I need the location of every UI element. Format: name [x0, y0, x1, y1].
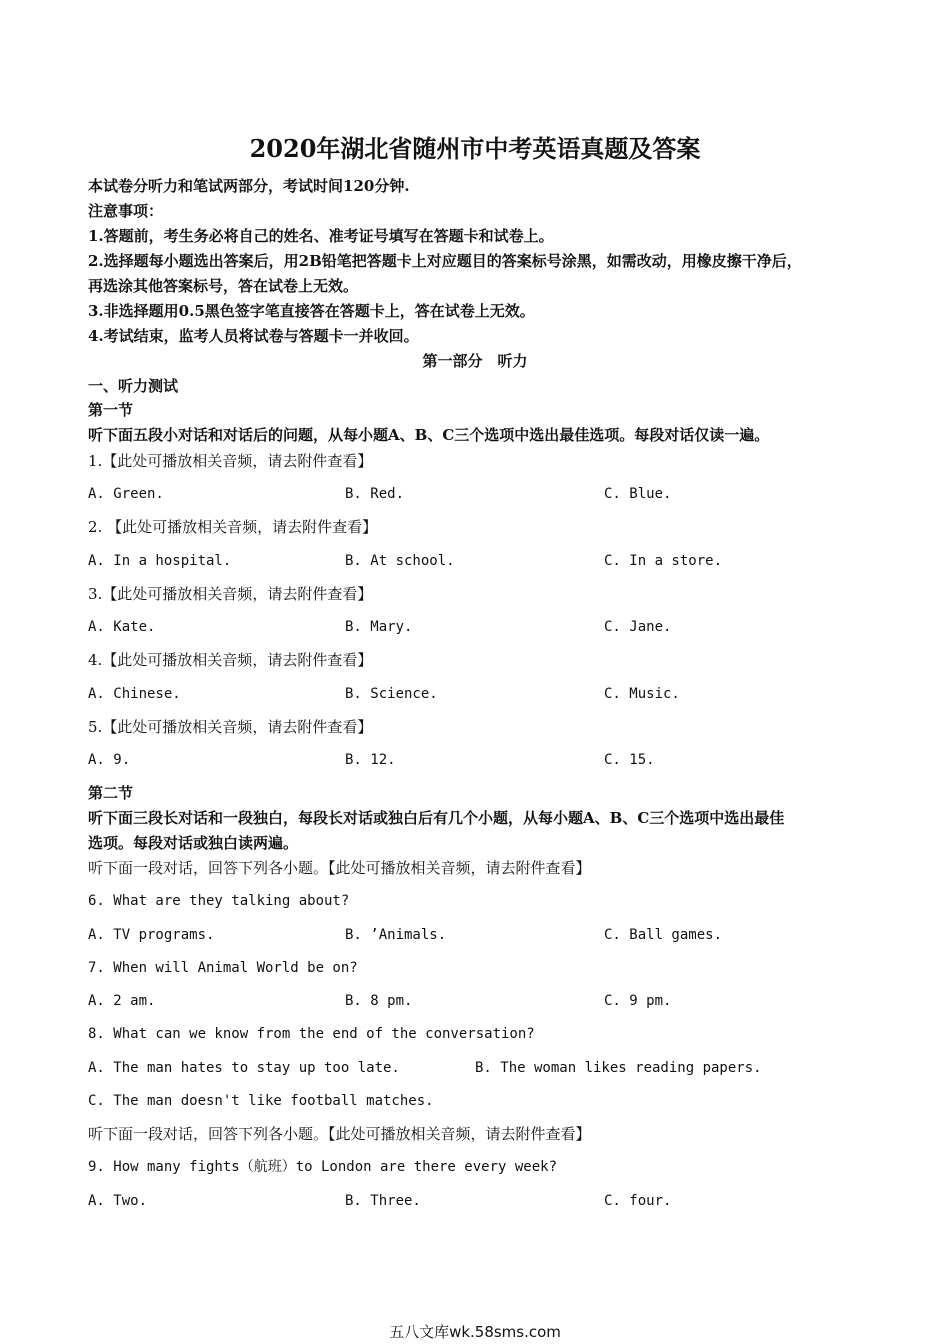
option-b: B. Mary. — [345, 619, 413, 635]
sec1-heading: 第一节 — [88, 401, 134, 419]
dialog-intro: 听下面一段对话，回答下列各小题。【此处可播放相关音频，请去附件查看】 — [88, 1125, 591, 1143]
option-a: A. In a hospital. — [88, 553, 232, 569]
sec2-heading: 第二节 — [88, 784, 134, 802]
question-8: 8. What can we know from the end of the conversation? — [88, 1026, 535, 1042]
option-c: C. 9 pm. — [604, 993, 672, 1009]
part1-heading: 第一部分 听力 — [422, 352, 528, 370]
notice-item: 3.非选择题用0.5黑色签字笔直接答在答题卡上，答在试卷上无效。 — [88, 302, 535, 320]
question-9: 9. How many fights（航班）to London are there every week? — [88, 1159, 558, 1175]
option-c: C. The man doesn't like football matches. — [88, 1093, 434, 1109]
option-b: B. The woman likes reading papers. — [475, 1060, 762, 1076]
option-b: B. Science. — [345, 686, 438, 702]
question-4: 4.【此处可播放相关音频，请去附件查看】 — [88, 651, 373, 669]
option-a: A. Chinese. — [88, 686, 181, 702]
sec2-instruction: 选项。每段对话或独白读两遍。 — [88, 834, 299, 852]
sec2-instruction: 听下面三段长对话和一段独白，每段长对话或独白后有几个小题，从每小题A、B、C三个选项中选出最佳 — [88, 809, 785, 827]
question-7: 7. When will Animal World be on? — [88, 960, 358, 976]
option-c: C. In a store. — [604, 553, 723, 569]
option-a: A. Two. — [88, 1193, 148, 1209]
notice-item: 2.选择题每小题选出答案后，用2B铅笔把答题卡上对应题目的答案标号涂黑，如需改动，用橡皮擦干净后， — [88, 252, 802, 270]
notice-item: 1.答题前，考生务必将自己的姓名、准考证号填写在答题卡和试卷上。 — [88, 227, 554, 245]
option-b: B. At school. — [345, 553, 455, 569]
option-c: C. Music. — [604, 686, 680, 702]
option-b: B. Red. — [345, 486, 405, 502]
option-a: A. The man hates to stay up too late. — [88, 1060, 400, 1076]
sec1-instruction: 听下面五段小对话和对话后的问题，从每小题A、B、C三个选项中选出最佳选项。每段对话仅读一遍。 — [88, 426, 770, 444]
option-b: B. 12. — [345, 752, 396, 768]
question-2: 2. 【此处可播放相关音频，请去附件查看】 — [88, 518, 378, 536]
footer-watermark: 五八文库wk.58sms.com — [389, 1323, 561, 1341]
option-a: A. TV programs. — [88, 927, 215, 943]
option-c: C. Ball games. — [604, 927, 723, 943]
question-6: 6. What are they talking about? — [88, 893, 350, 909]
option-b: B. 8 pm. — [345, 993, 413, 1009]
section-heading: 一、听力测试 — [88, 377, 179, 395]
dialog-intro: 听下面一段对话，回答下列各小题。【此处可播放相关音频，请去附件查看】 — [88, 859, 591, 877]
option-c: C. Blue. — [604, 486, 672, 502]
intro-text: 本试卷分听力和笔试两部分，考试时间120分钟. — [88, 177, 410, 195]
notice-heading: 注意事项： — [88, 202, 164, 220]
option-b: B. ’Animals. — [345, 927, 447, 943]
option-b: B. Three. — [345, 1193, 421, 1209]
option-a: A. Green. — [88, 486, 164, 502]
option-a: A. 9. — [88, 752, 131, 768]
notice-item: 再选涂其他答案标号，答在试卷上无效。 — [88, 277, 359, 295]
option-c: C. four. — [604, 1193, 672, 1209]
option-c: C. Jane. — [604, 619, 672, 635]
notice-item: 4.考试结束，监考人员将试卷与答题卡一并收回。 — [88, 327, 419, 345]
document-title: 2020年湖北省随州市中考英语真题及答案 — [249, 134, 701, 163]
question-1: 1.【此处可播放相关音频，请去附件查看】 — [88, 452, 373, 470]
option-c: C. 15. — [604, 752, 655, 768]
question-5: 5.【此处可播放相关音频，请去附件查看】 — [88, 718, 373, 736]
question-3: 3.【此处可播放相关音频，请去附件查看】 — [88, 585, 373, 603]
option-a: A. 2 am. — [88, 993, 156, 1009]
option-a: A. Kate. — [88, 619, 156, 635]
